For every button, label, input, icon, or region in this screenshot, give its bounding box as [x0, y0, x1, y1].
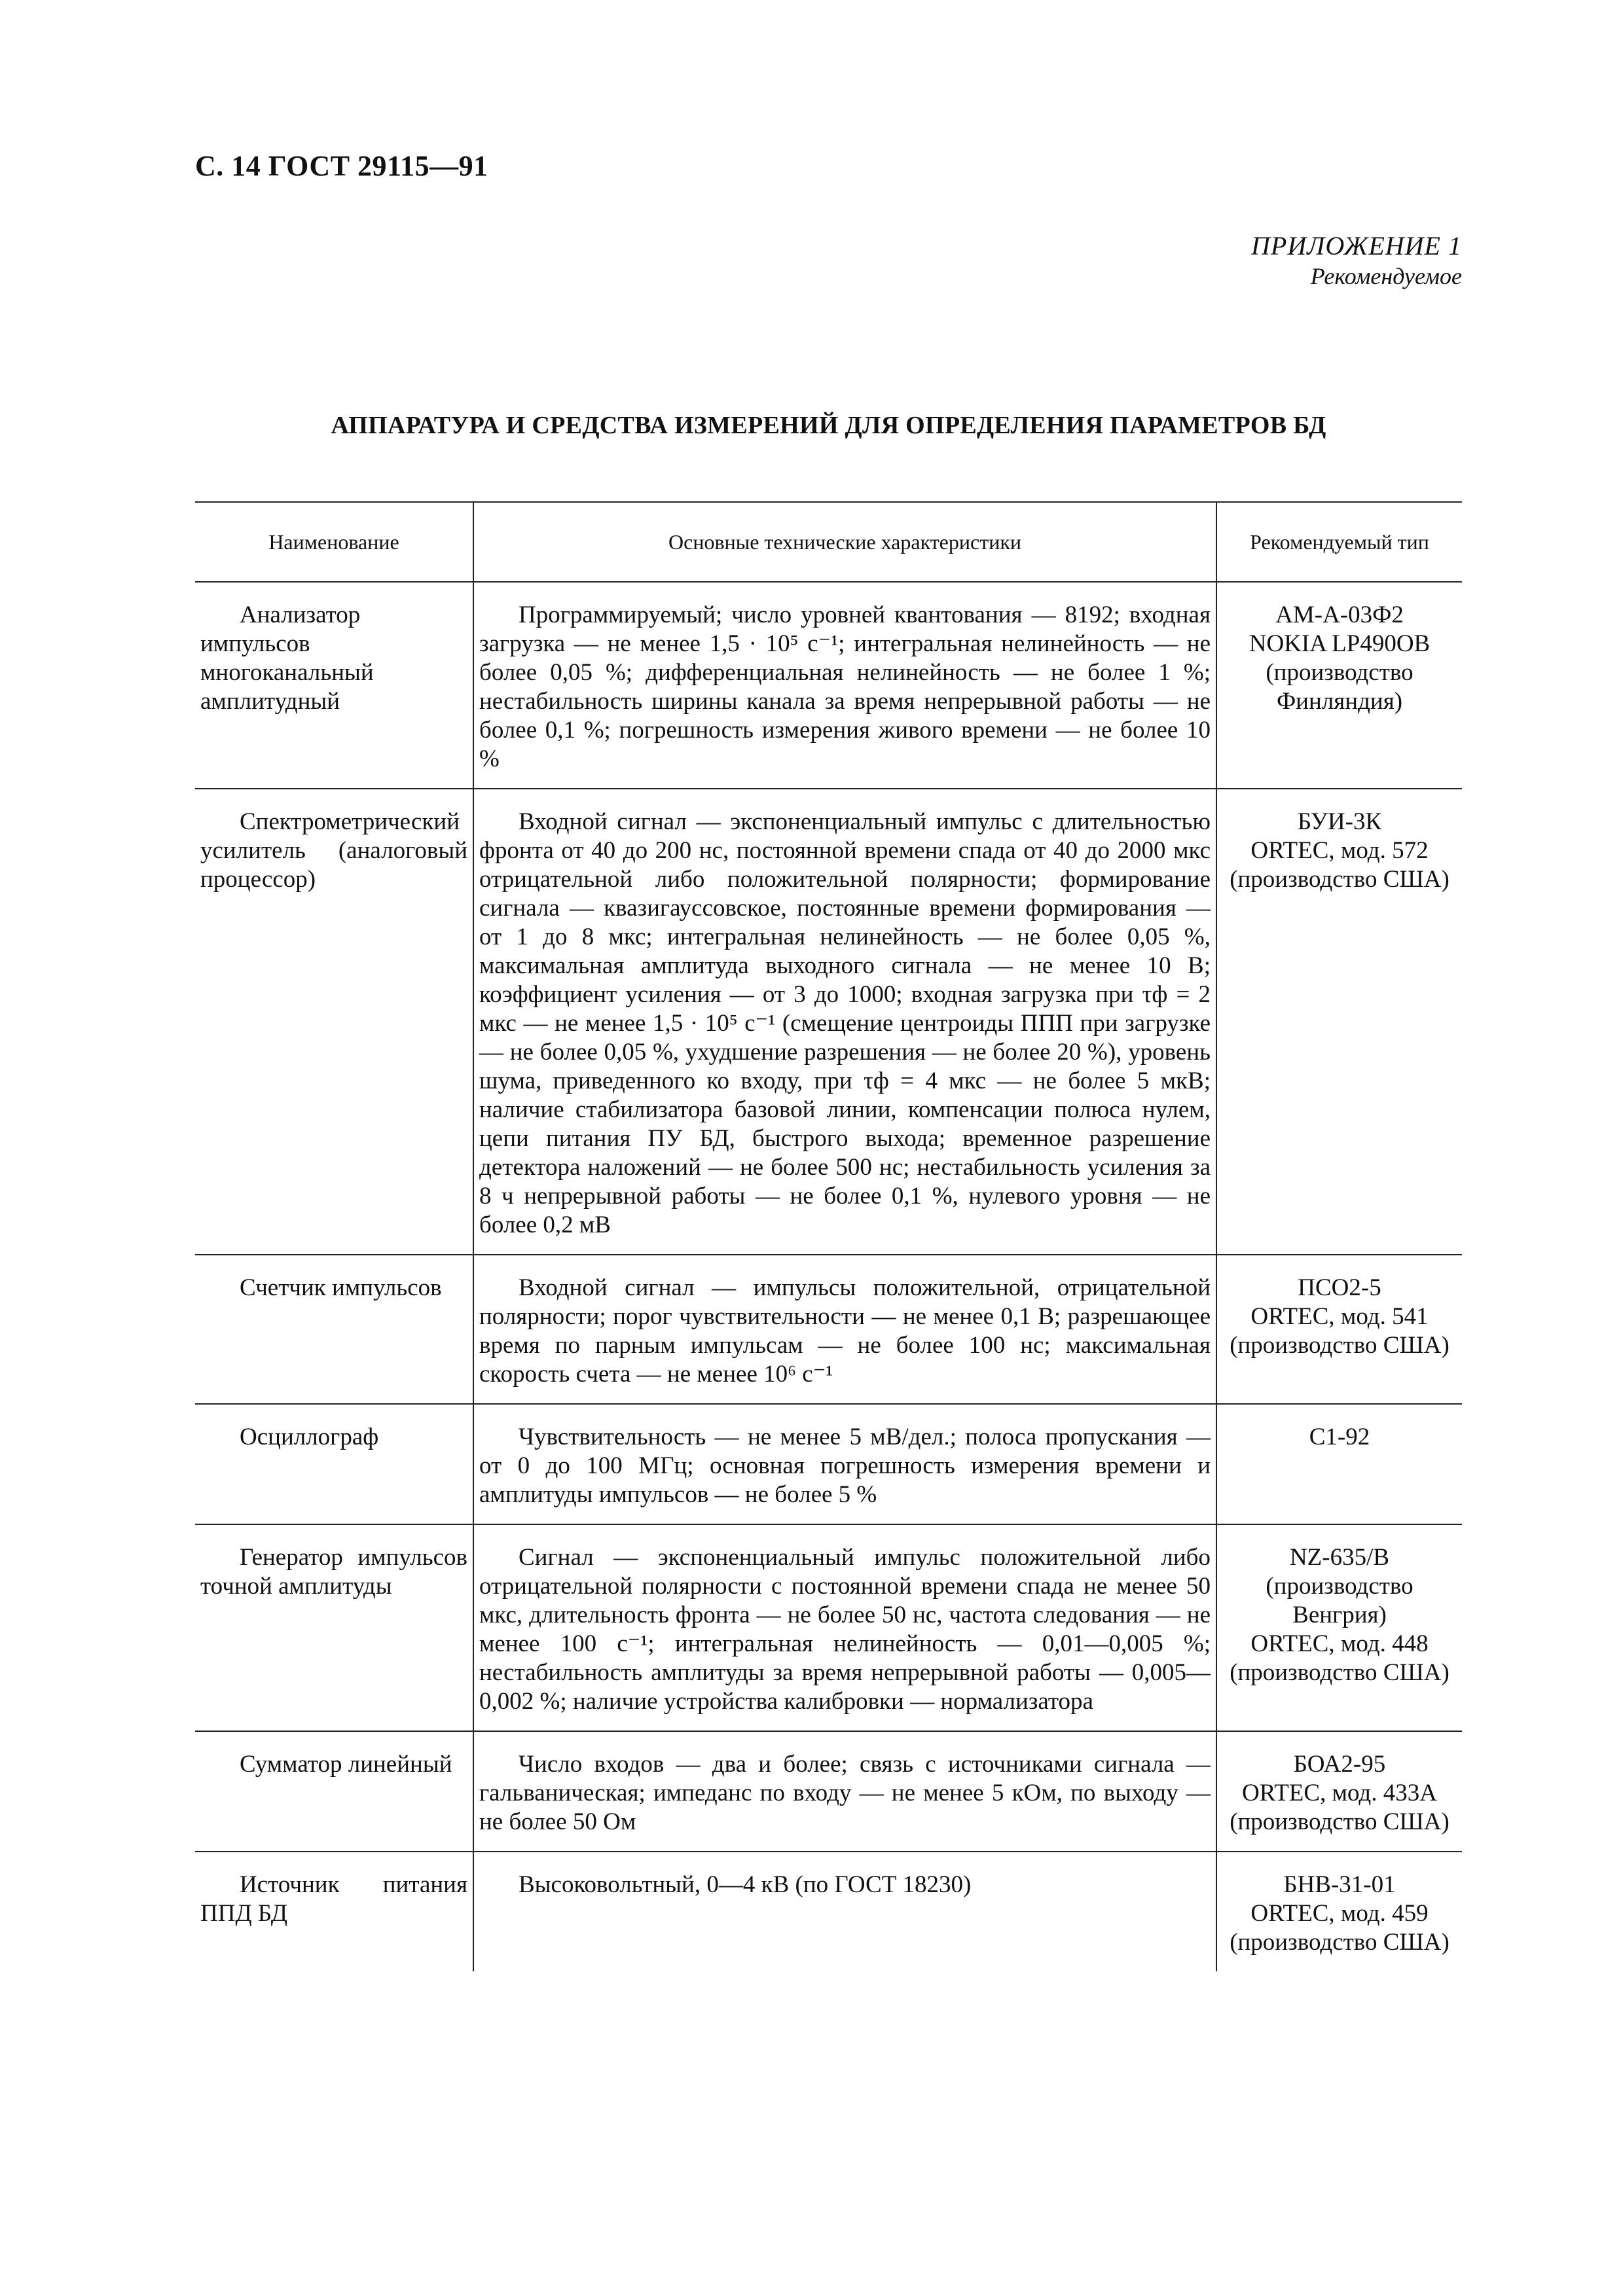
- row-type-cell: [1216, 582, 1462, 789]
- row-characteristics: Чувствительность — не менее 5 мВ/дел.; полоса пропускания — от 0 до 100 МГц; основная погрешность измерения времени и амплитуды импульсов — не более 5 %: [479, 1424, 1211, 1508]
- row-characteristics-cell: [473, 789, 1216, 1255]
- equipment-table: [195, 501, 1462, 1971]
- row-type-cell: [1216, 789, 1462, 1255]
- row-type-cell: [1216, 1255, 1462, 1404]
- row-type-line: ORTEC, мод. 541: [1250, 1303, 1429, 1330]
- row-characteristics: Число входов — два и более; связь с источниками сигнала — гальваническая; импеданс по входу — не менее 5 кОм, по выходу — не более 50 Ом: [479, 1751, 1211, 1835]
- row-type-line: (производство США): [1230, 866, 1450, 893]
- row-type-line: ORTEC, мод. 459: [1250, 1900, 1429, 1927]
- row-characteristics-cell: [473, 1731, 1216, 1852]
- row-type-line: (производство США): [1230, 1929, 1450, 1956]
- table-row: [195, 1404, 1462, 1524]
- row-name: Источник питания ППД БД: [200, 1871, 467, 1927]
- row-name: Счетчик импульсов: [240, 1274, 442, 1301]
- table-row: [195, 1524, 1462, 1731]
- table-header-row: [195, 502, 1462, 582]
- row-type-line: С1-92: [1309, 1424, 1370, 1450]
- row-type-line: NOKIA LP490OB: [1249, 630, 1431, 657]
- row-name-cell: [195, 789, 473, 1255]
- row-type-line: ORTEC, мод. 433А: [1242, 1780, 1437, 1806]
- row-type-line: (производство США): [1230, 1659, 1450, 1686]
- row-type-line: БОА2-95: [1293, 1751, 1386, 1778]
- column-header-name: Наименование: [195, 502, 473, 582]
- table-row: [195, 1731, 1462, 1852]
- row-name-cell: [195, 1404, 473, 1524]
- row-characteristics-cell: [473, 582, 1216, 789]
- appendix-label: ПРИЛОЖЕНИЕ 1: [1251, 231, 1462, 260]
- row-type-line: (производство: [1266, 1573, 1413, 1600]
- row-type-line: (производство США): [1230, 1332, 1450, 1359]
- row-type-line: АМ-А-03Ф2: [1275, 601, 1404, 628]
- table-row: [195, 1255, 1462, 1404]
- appendix-status: Рекомендуемое: [1310, 263, 1462, 289]
- row-type-line: БНВ-31-01: [1283, 1871, 1396, 1898]
- row-type-line: Финляндия): [1276, 688, 1403, 715]
- appendix-block: [1251, 230, 1462, 291]
- row-type-line: БУИ-3К: [1297, 808, 1382, 835]
- row-name-cell: [195, 1524, 473, 1731]
- row-type-line: ПСО2-5: [1298, 1274, 1381, 1301]
- table-body: [195, 582, 1462, 1971]
- row-characteristics: Входной сигнал — экспоненциальный импульс с длительностью фронта от 40 до 200 нс, постоянной времени спада от 40 до 2000 мкс отрицательной либо положительной полярности; формирование сигнала — квазигауссовское, постоянные времени формирования — от 1 до 8 мкс; интегральная нелинейность — не более 0,05 %, максимальная амплитуда выходного сигнала — не менее 10 В; коэффициент усиления — от 3 до 1000; входная загрузка при τф = 2 мкс — не менее 1,5 · 10⁵ с⁻¹ (смещение центроиды ППП при загрузке — не более 0,05 %, ухудшение разрешения — не более 20 %), уровень шума, приведенного ко входу, при τф = 4 мкс — не более 5 мкВ; наличие стабилизатора базовой линии, компенсации полюса нулем, цепи питания ПУ БД, быстрого выхода; временное разрешение детектора наложений — не более 500 нс; нестабильность усиления за 8 ч непрерывной работы — не более 0,1 %, нулевого уровня — не более 0,2 мВ: [479, 808, 1211, 1238]
- row-characteristics-cell: [473, 1404, 1216, 1524]
- row-characteristics: Высоковольтный, 0—4 кВ (по ГОСТ 18230): [519, 1871, 972, 1898]
- row-characteristics-cell: [473, 1852, 1216, 1971]
- table-row: [195, 789, 1462, 1255]
- row-name-cell: [195, 1852, 473, 1971]
- row-characteristics: Программируемый; число уровней квантования — 8192; входная загрузка — не менее 1,5 · 10⁵ с⁻¹; интегральная нелинейность — не более 0,05 %; дифференциальная нелинейность — не более 1 %; нестабильность ширины канала за время непрерывной работы — не более 0,1 %; погрешность измерения живого времени — не более 10 %: [479, 601, 1211, 772]
- row-type-cell: [1216, 1731, 1462, 1852]
- row-type-cell: [1216, 1404, 1462, 1524]
- row-type-line: (производство: [1266, 659, 1413, 686]
- row-name: Осциллограф: [240, 1424, 379, 1450]
- column-header-type: Рекомендуемый тип: [1216, 502, 1462, 582]
- row-characteristics-cell: [473, 1524, 1216, 1731]
- row-characteristics: Сигнал — экспоненциальный импульс положительной либо отрицательной полярности с постоянной времени спада не менее 50 мкс, длительность фронта — не более 50 нс, частота следования — не менее 100 с⁻¹; интегральная нелинейность — 0,01—0,005 %; нестабильность амплитуды за время непрерывной работы — 0,005—0,002 %; наличие устройства калибровки — нормализатора: [479, 1544, 1211, 1715]
- row-type-cell: [1216, 1524, 1462, 1731]
- row-type-cell: [1216, 1852, 1462, 1971]
- row-type-line: NZ-635/B: [1289, 1544, 1390, 1571]
- column-header-characteristics: Основные технические характеристики: [473, 502, 1216, 582]
- page-header: С. 14 ГОСТ 29115—91: [195, 150, 488, 182]
- document-title: АППАРАТУРА И СРЕДСТВА ИЗМЕРЕНИЙ ДЛЯ ОПРЕДЕЛЕНИЯ ПАРАМЕТРОВ БД: [331, 412, 1326, 439]
- table-header: [195, 502, 1462, 582]
- row-characteristics: Входной сигнал — импульсы положительной, отрицательной полярности; порог чувствительности — не менее 0,1 В; разрешающее время по парным импульсам — не более 100 нс; максимальная скорость счета — не менее 10⁶ с⁻¹: [479, 1274, 1211, 1388]
- row-type-line: ORTEC, мод. 572: [1250, 837, 1429, 864]
- row-type-line: (производство США): [1230, 1808, 1450, 1835]
- row-name-cell: [195, 1255, 473, 1404]
- row-characteristics-cell: [473, 1255, 1216, 1404]
- table-row: [195, 582, 1462, 789]
- row-type-line: ORTEC, мод. 448: [1250, 1630, 1429, 1657]
- row-name-cell: [195, 582, 473, 789]
- row-name: Анализатор импульсов многоканальный амплитудный: [200, 601, 374, 715]
- row-name: Сумматор линейный: [240, 1751, 452, 1778]
- row-name-cell: [195, 1731, 473, 1852]
- table-row: [195, 1852, 1462, 1971]
- row-type-line: Венгрия): [1292, 1602, 1387, 1628]
- row-name: Спектрометрический усилитель (аналоговый процессор): [200, 808, 467, 893]
- row-name: Генератор импульсов точной амплитуды: [200, 1544, 467, 1600]
